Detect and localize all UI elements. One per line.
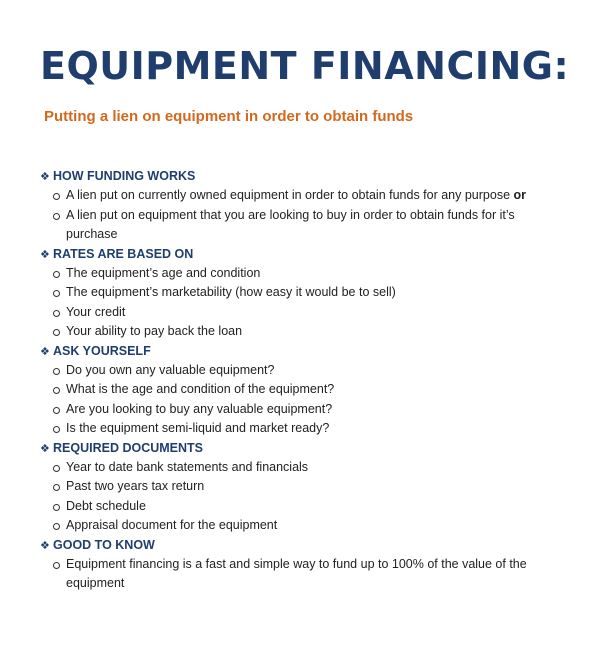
list-item-text: Past two years tax return bbox=[66, 479, 205, 494]
hollow-circle-bullet-icon bbox=[53, 426, 60, 433]
hollow-circle-bullet-icon bbox=[53, 329, 60, 336]
list-item bbox=[40, 206, 536, 245]
diamond-bullet-icon: ❖ bbox=[40, 345, 50, 358]
hollow-circle-bullet-icon bbox=[53, 193, 60, 200]
list-item-text: A lien put on currently owned equipment in order to obtain funds for any purpose bbox=[66, 188, 514, 203]
item-list bbox=[40, 555, 580, 594]
list-item bbox=[40, 264, 580, 283]
list-item bbox=[40, 380, 580, 399]
section-heading-label: HOW FUNDING WORKS bbox=[53, 169, 196, 183]
diamond-bullet-icon: ❖ bbox=[40, 171, 50, 183]
section-heading bbox=[40, 167, 580, 186]
list-item-text: A lien put on equipment that you are looking to buy in order to obtain funds for it’s purchase bbox=[66, 207, 515, 242]
item-list bbox=[40, 458, 580, 536]
diamond-bullet-icon: ❖ bbox=[40, 539, 50, 552]
hollow-circle-bullet-icon bbox=[53, 213, 60, 220]
list-item-text: Equipment financing is a fast and simple way to fund up to 100% of the value of the equipment bbox=[66, 557, 527, 591]
list-item bbox=[40, 477, 580, 496]
list-item-text: Are you looking to buy any valuable equipment? bbox=[66, 401, 333, 416]
section-heading-label: GOOD TO KNOW bbox=[53, 537, 155, 552]
hollow-circle-bullet-icon bbox=[53, 387, 60, 394]
section-heading bbox=[40, 536, 580, 555]
section-heading-label: REQUIRED DOCUMENTS bbox=[53, 440, 204, 455]
list-item-text: The equipment’s age and condition bbox=[66, 266, 261, 280]
hollow-circle-bullet-icon bbox=[53, 465, 60, 472]
hollow-circle-bullet-icon bbox=[53, 484, 60, 491]
list-item-text: The equipment’s marketability (how easy it would be to sell) bbox=[66, 285, 396, 300]
hollow-circle-bullet-icon bbox=[53, 368, 60, 375]
list-item-text: Year to date bank statements and financials bbox=[66, 460, 309, 475]
list-item bbox=[40, 322, 580, 341]
item-list bbox=[40, 186, 580, 244]
list-item bbox=[40, 497, 580, 516]
diamond-bullet-icon: ❖ bbox=[40, 442, 50, 455]
list-item-text: Debt schedule bbox=[66, 498, 146, 513]
list-item-text: Your ability to pay back the loan bbox=[66, 324, 243, 339]
section-ask-yourself bbox=[40, 342, 580, 439]
list-item-text: What is the age and condition of the equipment? bbox=[66, 382, 335, 397]
sections-container bbox=[40, 167, 580, 594]
hollow-circle-bullet-icon bbox=[53, 523, 60, 530]
section-heading-label: RATES ARE BASED ON bbox=[53, 246, 194, 261]
section-heading-label: ASK YOURSELF bbox=[53, 343, 151, 358]
list-item-text: Is the equipment semi-liquid and market ready? bbox=[66, 421, 330, 436]
section-good-to-know bbox=[40, 536, 580, 594]
section-required-documents bbox=[40, 439, 580, 536]
list-item bbox=[40, 186, 580, 205]
hollow-circle-bullet-icon bbox=[53, 290, 60, 297]
hollow-circle-bullet-icon bbox=[53, 407, 60, 414]
list-item-text: Do you own any valuable equipment? bbox=[66, 363, 275, 378]
diamond-bullet-icon: ❖ bbox=[40, 248, 50, 261]
list-item-emphasis: or bbox=[513, 188, 527, 203]
list-item bbox=[40, 361, 580, 380]
section-rates-are-based-on bbox=[40, 245, 580, 342]
list-item bbox=[40, 555, 536, 594]
page-title: EQUIPMENT FINANCING: bbox=[40, 44, 570, 88]
list-item bbox=[40, 400, 580, 419]
hollow-circle-bullet-icon bbox=[53, 310, 60, 317]
list-item bbox=[40, 516, 580, 535]
hollow-circle-bullet-icon bbox=[53, 271, 60, 278]
section-heading bbox=[40, 342, 580, 361]
section-heading bbox=[40, 439, 580, 458]
item-list bbox=[40, 264, 580, 342]
list-item-text: Appraisal document for the equipment bbox=[66, 518, 278, 533]
list-item bbox=[40, 283, 580, 302]
list-item bbox=[40, 303, 580, 322]
item-list bbox=[40, 361, 580, 439]
section-how-funding-works bbox=[40, 167, 580, 245]
hollow-circle-bullet-icon bbox=[53, 504, 60, 511]
list-item-text: Your credit bbox=[66, 304, 126, 319]
section-heading bbox=[40, 245, 580, 264]
list-item bbox=[40, 458, 580, 477]
list-item bbox=[40, 419, 580, 438]
page-subtitle: Putting a lien on equipment in order to obtain funds bbox=[44, 108, 414, 125]
hollow-circle-bullet-icon bbox=[53, 562, 60, 569]
